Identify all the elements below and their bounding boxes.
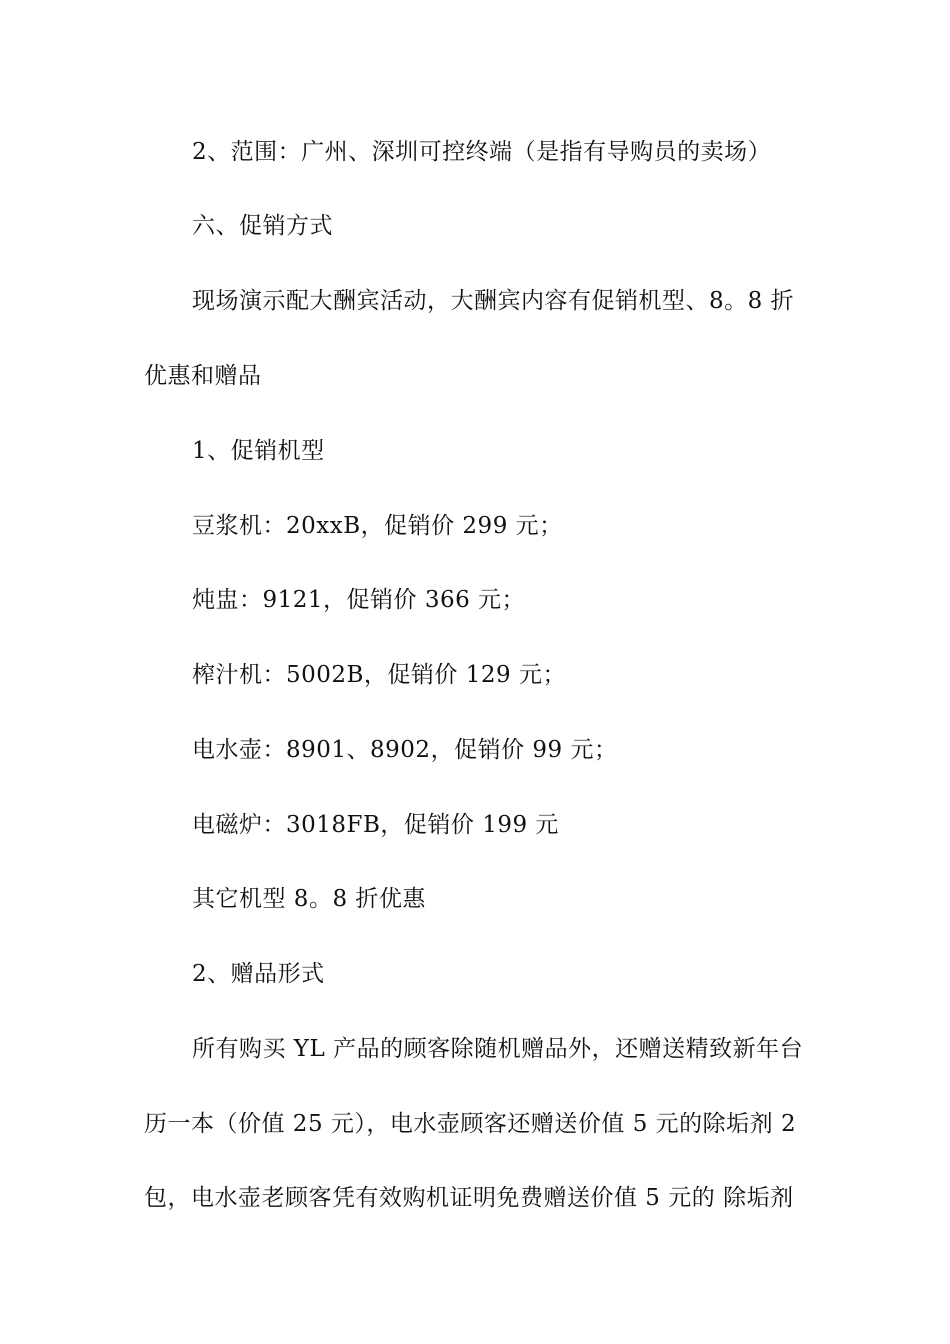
item-electric-kettle: 电水壶：8901、8902，促销价 99 元； <box>192 737 618 763</box>
heading-promotion-method: 六、促销方式 <box>192 213 333 239</box>
paragraph-promotion-intro-cont: 优惠和赠品 <box>144 363 262 389</box>
paragraph-gifts-line1: 所有购买 YL 产品的顾客除随机赠品外，还赠送精致新年台 <box>192 1036 804 1062</box>
item-induction-cooker: 电磁炉：3018FB，促销价 199 元 <box>192 812 559 838</box>
paragraph-promotion-intro: 现场演示配大酬宾活动，大酬宾内容有促销机型、8。8 折 <box>192 288 795 314</box>
subheading-gift-form: 2、赠品形式 <box>192 961 325 987</box>
paragraph-gifts-line2: 历一本（价值 25 元），电水壶顾客还赠送价值 5 元的除垢剂 2 <box>144 1111 797 1137</box>
paragraph-scope: 2、范围：广州、深圳可控终端（是指有导购员的卖场） <box>192 139 772 165</box>
item-stew-pot: 炖盅：9121，促销价 366 元； <box>192 587 526 613</box>
item-soymilk-maker: 豆浆机：20xxB，促销价 299 元； <box>192 513 563 539</box>
subheading-promotion-models: 1、促销机型 <box>192 438 325 464</box>
paragraph-gifts-line3: 包，电水壶老顾客凭有效购机证明免费赠送价值 5 元的 除垢剂 <box>144 1185 794 1211</box>
item-other-models: 其它机型 8。8 折优惠 <box>192 886 426 912</box>
item-juicer: 榨汁机：5002B，促销价 129 元； <box>192 662 566 688</box>
